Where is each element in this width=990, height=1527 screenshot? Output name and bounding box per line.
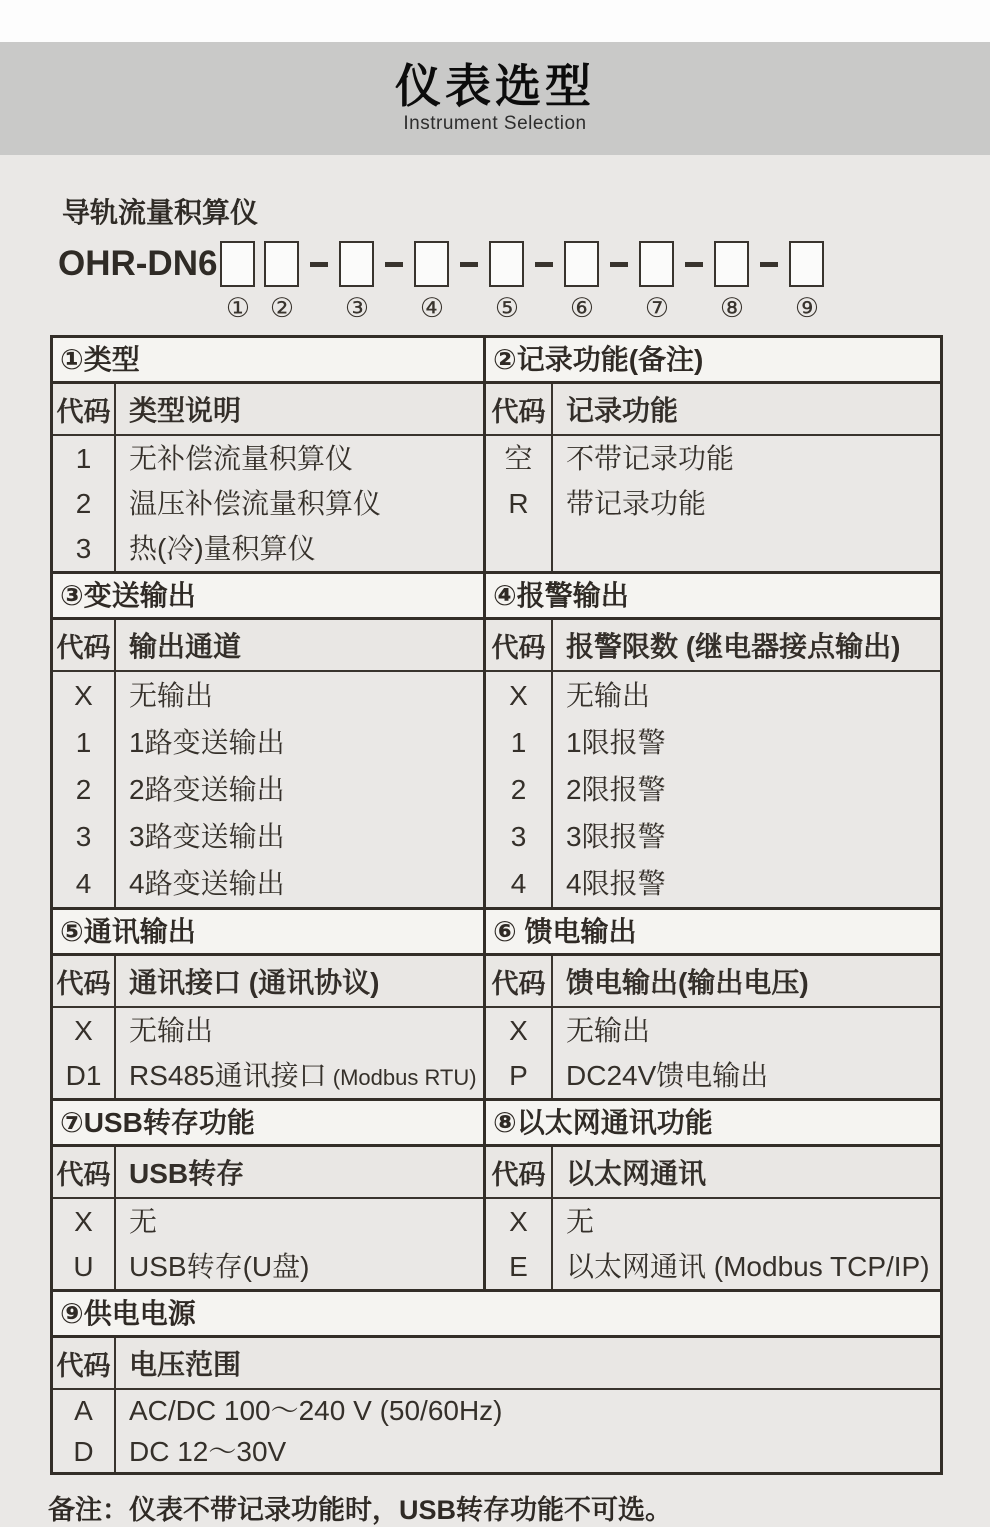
top-strip: [0, 0, 990, 42]
model-code-box: [489, 241, 524, 323]
desc-header-cell: 馈电输出(输出电压): [566, 967, 809, 998]
model-code-box: [789, 241, 824, 323]
desc-cell: 2限报警: [566, 774, 666, 805]
code-cell: X: [74, 1206, 93, 1237]
model-code-box: [639, 241, 674, 323]
table-band-1: [53, 338, 940, 574]
code-cell: E: [509, 1251, 528, 1282]
desc-text: RS485通讯接口: [129, 1060, 327, 1091]
desc-header-cell: 以太网通讯: [566, 1158, 707, 1189]
desc-header-cell: 记录功能: [566, 395, 679, 426]
desc-column: [553, 436, 940, 571]
section-transmit-output: [53, 574, 483, 907]
column-header-row: [486, 384, 940, 436]
code-cell: D1: [65, 1060, 102, 1091]
section-comm-output: [53, 910, 483, 1098]
section-ethernet: [483, 1101, 940, 1289]
code-column: [53, 1390, 116, 1472]
code-cell: X: [509, 1206, 528, 1237]
model-code-line: [58, 239, 990, 323]
code-cell: 2: [510, 774, 527, 805]
model-dash: [610, 262, 628, 267]
model-dash: [310, 262, 328, 267]
code-cell: 空: [504, 443, 533, 474]
model-dash: [685, 262, 703, 267]
section-title: ①类型: [53, 338, 483, 384]
code-cell: 2: [75, 774, 92, 805]
section-body: [486, 672, 940, 907]
model-code-box: [264, 241, 299, 323]
section-body: [486, 1199, 940, 1289]
section-title: ⑥ 馈电输出: [486, 910, 940, 956]
desc-cell: 无: [566, 1206, 595, 1237]
model-code-box: [564, 241, 599, 323]
column-header-row: [53, 620, 483, 672]
model-dash: [385, 262, 403, 267]
table-band-4: [53, 1101, 940, 1292]
model-dash: [535, 262, 553, 267]
code-cell: 3: [510, 821, 527, 852]
position-number: ⑤: [494, 293, 520, 323]
section-title: ⑨供电电源: [53, 1292, 940, 1338]
model-dash: [760, 262, 778, 267]
code-column: [486, 1008, 553, 1098]
desc-cell: 以太网通讯 (Modbus TCP/IP): [566, 1251, 930, 1282]
section-title: ⑦USB转存功能: [53, 1101, 483, 1147]
desc-cell: 不带记录功能: [566, 443, 735, 474]
model-code-box: [414, 241, 449, 323]
desc-cell: 无输出: [129, 680, 214, 711]
position-number: ⑧: [719, 293, 745, 323]
code-header-cell: 代码: [53, 1338, 116, 1388]
section-body: [53, 672, 483, 907]
column-header-row: [486, 956, 940, 1008]
section-title: ③变送输出: [53, 574, 483, 620]
position-number: ⑥: [569, 293, 595, 323]
section-body: [486, 1008, 940, 1098]
column-header-row: [53, 384, 483, 436]
desc-header-cell: 电压范围: [129, 1349, 242, 1380]
section-body: [53, 436, 483, 571]
code-header-cell: 代码: [53, 384, 116, 434]
model-prefix: OHR-DN6: [58, 244, 218, 283]
code-cell: A: [74, 1395, 93, 1426]
desc-cell: [116, 1053, 483, 1098]
section-title: ④报警输出: [486, 574, 940, 620]
desc-cell: 无输出: [566, 1015, 651, 1046]
column-header-row: [53, 956, 483, 1008]
desc-header-cell: 通讯接口 (通讯协议): [129, 967, 380, 998]
code-header-cell: 代码: [486, 384, 553, 434]
code-cell: 1: [510, 727, 527, 758]
code-cell: R: [508, 488, 529, 519]
section-body: [53, 1008, 483, 1098]
desc-header-cell: 报警限数 (继电器接点输出): [566, 631, 901, 662]
code-cell: 2: [75, 488, 92, 519]
desc-cell: 无输出: [129, 1015, 214, 1046]
code-cell: 4: [75, 868, 92, 899]
position-number: ⑦: [644, 293, 670, 323]
desc-header-cell: 输出通道: [129, 631, 242, 662]
table-band-5: [53, 1292, 940, 1472]
section-usb: [53, 1101, 483, 1289]
desc-column: [116, 672, 483, 907]
desc-cell: 2路变送输出: [129, 774, 285, 805]
code-cell: X: [509, 680, 528, 711]
code-cell: 4: [510, 868, 527, 899]
page-subtitle: Instrument Selection: [403, 112, 587, 134]
desc-cell: 温压补偿流量积算仪: [129, 488, 382, 519]
code-cell: D: [73, 1436, 94, 1467]
desc-cell: 带记录功能: [566, 488, 707, 519]
table-band-2: [53, 574, 940, 910]
desc-cell: 4路变送输出: [129, 868, 285, 899]
position-number: ①: [225, 293, 251, 323]
desc-cell: 1限报警: [566, 727, 666, 758]
code-cell: 3: [75, 821, 92, 852]
column-header-row: [486, 1147, 940, 1199]
section-title: ⑤通讯输出: [53, 910, 483, 956]
section-type: [53, 338, 483, 571]
desc-header-cell: 类型说明: [129, 395, 242, 426]
position-number: ②: [269, 293, 295, 323]
code-header-cell: 代码: [53, 1147, 116, 1197]
code-column: [486, 1199, 553, 1289]
section-body: [53, 1199, 483, 1289]
code-column: [53, 672, 116, 907]
desc-suffix: (Modbus RTU): [326, 1065, 477, 1090]
section-body: [486, 436, 940, 571]
product-name: 导轨流量积算仪: [62, 197, 259, 228]
desc-column: [553, 1199, 940, 1289]
code-column: [486, 672, 553, 907]
desc-cell: 1路变送输出: [129, 727, 285, 758]
code-cell: 1: [75, 727, 92, 758]
code-cell: X: [74, 680, 93, 711]
section-record: [483, 338, 940, 571]
model-code-box: [220, 241, 255, 323]
desc-column: [116, 436, 483, 571]
code-column: [486, 436, 553, 571]
position-number: ③: [344, 293, 370, 323]
column-header-row: [53, 1147, 483, 1199]
column-header-row: [53, 1338, 940, 1390]
selection-table: [50, 335, 943, 1475]
desc-column: [553, 1008, 940, 1098]
banner: [0, 42, 990, 155]
code-cell: X: [74, 1015, 93, 1046]
desc-cell: 4限报警: [566, 868, 666, 899]
position-number: ④: [419, 293, 445, 323]
desc-column: [553, 672, 940, 907]
footnote: 备注：仪表不带记录功能时，USB转存功能不可选。: [48, 1495, 673, 1525]
model-code-box: [339, 241, 374, 323]
desc-cell: DC24V馈电输出: [566, 1060, 769, 1091]
position-number: ⑨: [794, 293, 820, 323]
page-title: 仪表选型: [395, 60, 595, 113]
desc-column: [116, 1390, 940, 1472]
section-power: [53, 1292, 940, 1472]
code-cell: U: [73, 1251, 94, 1282]
section-body: [53, 1390, 940, 1472]
desc-cell: 无输出: [566, 680, 651, 711]
desc-cell: AC/DC 100～240 V (50/60Hz): [129, 1395, 503, 1426]
code-header-cell: 代码: [53, 620, 116, 670]
section-title: ⑧以太网通讯功能: [486, 1101, 940, 1147]
desc-header-cell: USB转存: [129, 1158, 245, 1189]
desc-cell: 3限报警: [566, 821, 666, 852]
desc-cell: 热(冷)量积算仪: [129, 533, 316, 564]
table-band-3: [53, 910, 940, 1101]
code-header-cell: 代码: [53, 956, 116, 1006]
code-column: [53, 1199, 116, 1289]
code-cell: X: [509, 1015, 528, 1046]
desc-cell: 3路变送输出: [129, 821, 285, 852]
column-header-row: [486, 620, 940, 672]
code-cell: 1: [75, 443, 92, 474]
section-title: ②记录功能(备注): [486, 338, 940, 384]
desc-column: [116, 1008, 483, 1098]
desc-cell: 无补偿流量积算仪: [129, 443, 354, 474]
desc-cell: DC 12～30V: [129, 1436, 287, 1467]
code-header-cell: 代码: [486, 956, 553, 1006]
desc-column: [116, 1199, 483, 1289]
code-cell: 3: [75, 533, 92, 564]
desc-cell: 无: [129, 1206, 158, 1237]
model-code-box: [714, 241, 749, 323]
code-header-cell: 代码: [486, 1147, 553, 1197]
code-column: [53, 436, 116, 571]
section-alarm-output: [483, 574, 940, 907]
code-header-cell: 代码: [486, 620, 553, 670]
section-feed-output: [483, 910, 940, 1098]
desc-cell: USB转存(U盘): [129, 1251, 310, 1282]
model-dash: [460, 262, 478, 267]
code-cell: P: [509, 1060, 528, 1091]
code-column: [53, 1008, 116, 1098]
